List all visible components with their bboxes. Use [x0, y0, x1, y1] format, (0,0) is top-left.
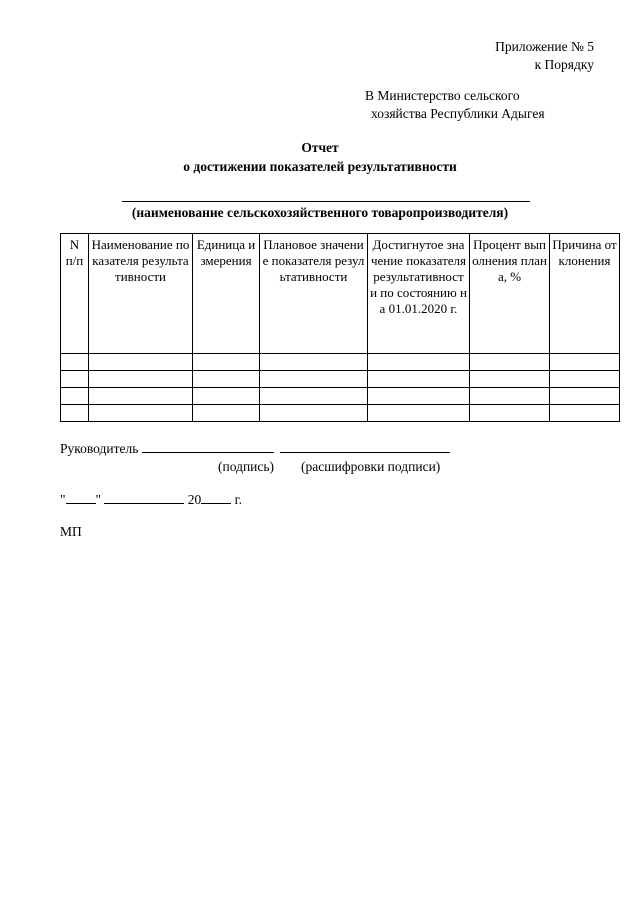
table-cell[interactable] [260, 388, 368, 405]
appendix-number: Приложение № 5 [495, 39, 594, 54]
date-month-blank[interactable] [104, 491, 184, 504]
appendix-order-ref: к Порядку [534, 57, 594, 72]
table-cell[interactable] [193, 354, 260, 371]
date-quote-close: " [95, 492, 102, 507]
report-title-sub: о достижении показателей результативности [183, 159, 457, 174]
signature-blank[interactable] [142, 440, 274, 453]
col-header-indicator-name: Наименование показателя результативности [89, 234, 193, 354]
org-name-blank-line [122, 201, 530, 202]
date-year-suffix: г. [234, 492, 243, 507]
date-year-prefix: 20 [187, 492, 202, 507]
table-cell[interactable] [89, 354, 193, 371]
report-table [60, 233, 620, 422]
col-header-number: N п/п [61, 234, 89, 354]
table-body [61, 354, 620, 422]
table-cell[interactable] [193, 388, 260, 405]
table-cell[interactable] [550, 354, 620, 371]
col-header-plan-percent: Процент выполнения плана, % [470, 234, 550, 354]
signature-captions [218, 459, 440, 475]
appendix-reference [495, 38, 594, 74]
table-cell[interactable] [368, 371, 470, 388]
date-line [60, 491, 242, 508]
table-cell[interactable] [260, 405, 368, 422]
col-header-achieved-value: Достигнутое значение показателя результативности по состоянию на 01.01.2020 г. [368, 234, 470, 354]
table-cell[interactable] [89, 388, 193, 405]
table-cell[interactable] [61, 405, 89, 422]
date-day-blank[interactable] [66, 491, 96, 504]
recipient-block [365, 87, 545, 123]
signature-decode-blank[interactable] [280, 440, 450, 453]
table-cell[interactable] [550, 388, 620, 405]
table-row [61, 354, 620, 371]
col-header-unit: Единица измерения [193, 234, 260, 354]
col-header-planned-value: Плановое значение показателя результативности [260, 234, 368, 354]
col-header-deviation-reason: Причина отклонения [550, 234, 620, 354]
table-cell[interactable] [260, 371, 368, 388]
table-cell[interactable] [470, 405, 550, 422]
report-title [0, 138, 640, 176]
date-year-blank[interactable] [201, 491, 231, 504]
org-name-caption: (наименование сельскохозяйственного товаропроизводителя) [131, 205, 509, 220]
table-cell[interactable] [61, 371, 89, 388]
signature-label: Руководитель [60, 441, 139, 456]
table-cell[interactable] [61, 354, 89, 371]
table-cell[interactable] [89, 371, 193, 388]
table-cell[interactable] [193, 405, 260, 422]
table-header-row [61, 234, 620, 354]
signature-line [60, 440, 450, 457]
table-cell[interactable] [470, 371, 550, 388]
table-cell[interactable] [368, 354, 470, 371]
recipient-line-2: хозяйства Республики Адыгея [371, 106, 545, 121]
signature-caption-sign: (подпись) [218, 459, 275, 474]
date-quote-open: " [60, 492, 66, 507]
table-cell[interactable] [470, 388, 550, 405]
table-cell[interactable] [368, 405, 470, 422]
table-cell[interactable] [368, 388, 470, 405]
recipient-line-1: В Министерство сельского [365, 88, 520, 103]
table-row [61, 371, 620, 388]
table-cell[interactable] [550, 405, 620, 422]
table-cell[interactable] [470, 354, 550, 371]
stamp-placeholder: МП [60, 524, 82, 539]
report-title-main: Отчет [301, 140, 339, 155]
table-cell[interactable] [193, 371, 260, 388]
table-row [61, 405, 620, 422]
table-cell[interactable] [89, 405, 193, 422]
signature-caption-decode: (расшифровки подписи) [301, 459, 441, 474]
table-cell[interactable] [260, 354, 368, 371]
table-cell[interactable] [61, 388, 89, 405]
table-row [61, 388, 620, 405]
table-cell[interactable] [550, 371, 620, 388]
